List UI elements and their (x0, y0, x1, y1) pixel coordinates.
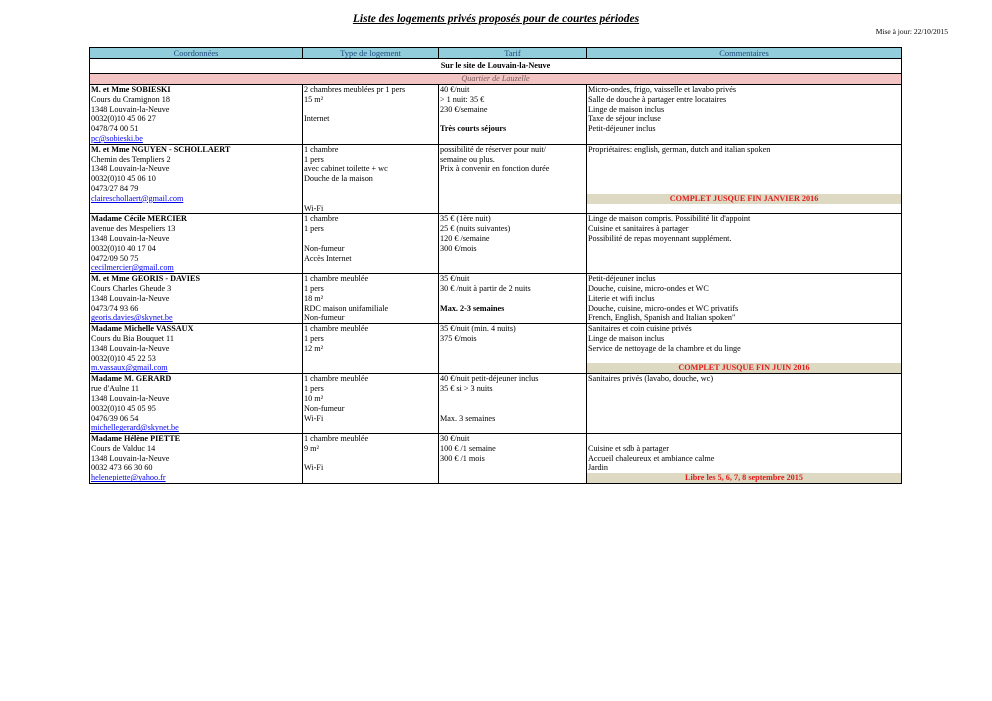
availability-status: COMPLET JUSQUE FIN JUIN 2016 (587, 363, 901, 373)
address-line: 0032(0)10 45 05 95 (91, 403, 156, 413)
comments-cell (587, 374, 902, 434)
address-line: 0032(0)10 45 06 10 (91, 174, 156, 184)
email-link[interactable]: m.vassaux@gmail.com (91, 363, 168, 373)
tarif-line: 35 € si > 3 nuits (440, 384, 493, 394)
type-line: 10 m² (304, 393, 324, 403)
quartier-heading: Quartier de Lauzelle (90, 74, 902, 85)
type-line: 1 pers (304, 384, 324, 394)
contact-cell (90, 85, 303, 145)
listing-row (90, 85, 902, 145)
type-line: 1 chambre meublée (304, 324, 369, 334)
housing-table (89, 47, 902, 484)
type-cell (303, 85, 439, 145)
comment-line: Petit-déjeuner inclus (588, 124, 656, 134)
owner-name: M. et Mme GEORIS - DAVIES (91, 274, 201, 284)
tarif-line: 300 €/mois (440, 243, 477, 253)
contact-cell (90, 144, 303, 214)
type-line: 18 m² (304, 293, 324, 303)
tarif-line: 35 €/nuit (440, 274, 470, 284)
listing-row (90, 374, 902, 434)
owner-name: Madame Cécile MERCIER (91, 214, 187, 224)
update-date: Mise à jour: 22/10/2015 (875, 27, 948, 36)
type-line: 1 chambre meublée (304, 374, 369, 384)
tarif-line: 230 €/semaine (440, 104, 488, 114)
type-cell (303, 214, 439, 274)
header-tarif: Tarif (439, 48, 587, 59)
address-line: 1348 Louvain-la-Neuve (91, 104, 170, 114)
tarif-line (440, 394, 585, 404)
tarif-line: 35 €/nuit (min. 4 nuits) (440, 324, 516, 334)
type-cell (303, 274, 439, 324)
address-line: 1348 Louvain-la-Neuve (91, 343, 170, 353)
contact-cell (90, 374, 303, 434)
tarif-line: Max. 3 semaines (440, 413, 496, 423)
type-line: 2 chambres meublées pr 1 pers (304, 85, 406, 94)
comment-line: Salle de douche à partager entre locataires (588, 94, 727, 104)
address-line: Chemin des Templiers 2 (91, 154, 171, 164)
email-link[interactable]: georis.davies@skynet.be (91, 313, 173, 323)
contact-cell (90, 434, 303, 484)
comment-line: Cuisine et sdb à partager (588, 443, 669, 453)
tarif-cell (439, 144, 587, 214)
tarif-line: 100 € /1 semaine (440, 443, 496, 453)
type-line: 1 pers (304, 224, 324, 234)
comment-line: Linge de maison inclus (588, 104, 665, 114)
type-line: Douche de la maison (304, 174, 373, 184)
type-line: 15 m² (304, 94, 324, 104)
address-line: 1348 Louvain-la-Neuve (91, 393, 170, 403)
type-line: Non-fumeur (304, 313, 345, 323)
tarif-line: 35 € (1ère nuit) (440, 214, 491, 224)
listing-row (90, 324, 902, 374)
comment-line: Sanitaires privés (lavabo, douche, wc) (588, 374, 714, 384)
type-cell (303, 434, 439, 484)
comment-line: Petit-déjeuner inclus (588, 274, 656, 284)
listing-row (90, 434, 902, 484)
tarif-line: 300 € /1 mois (440, 453, 485, 463)
type-line: 12 m² (304, 343, 324, 353)
comment-line: Propriétaires: english, german, dutch and italian spoken (588, 144, 771, 154)
comment-line (588, 354, 900, 364)
comments-cell (587, 214, 902, 274)
address-line: 0032 473 66 30 60 (91, 463, 153, 473)
comment-line: Jardin (588, 463, 609, 473)
type-cell (303, 374, 439, 434)
type-line: RDC maison unifamiliale (304, 303, 389, 313)
header-type: Type de logement (303, 48, 439, 59)
address-line: 0478/74 00 51 (91, 124, 139, 134)
tarif-cell (439, 85, 587, 145)
address-line: 0473/74 93 66 (91, 303, 139, 313)
address-line: Cours Charles Gheude 3 (91, 283, 172, 293)
availability-status: COMPLET JUSQUE FIN JANVIER 2016 (587, 194, 901, 204)
comment-line (588, 174, 900, 184)
email-link[interactable]: michellegerard@skynet.be (91, 423, 179, 433)
address-line: 0032(0)10 45 22 53 (91, 353, 156, 363)
comment-line: Micro-ondes, frigo, vaisselle et lavabo privés (588, 85, 737, 94)
tarif-line: possibilité de réserver pour nuit/ (440, 144, 546, 154)
type-line (304, 184, 437, 194)
type-line: 1 chambre meublée (304, 274, 369, 284)
address-line: 1348 Louvain-la-Neuve (91, 293, 170, 303)
contact-cell (90, 324, 303, 374)
tarif-line (440, 294, 585, 304)
comment-line: Taxe de séjour incluse (588, 114, 661, 124)
comment-line: Sanitaires et coin cuisine privés (588, 324, 692, 334)
type-line: 1 chambre (304, 214, 339, 224)
comment-line: Possibilité de repas moyennant supplément. (588, 233, 732, 243)
type-line (304, 454, 437, 464)
tarif-line: semaine ou plus. (440, 154, 495, 164)
type-line: Accès Internet (304, 253, 352, 263)
address-line: 0032(0)10 40 17 04 (91, 243, 156, 253)
tarif-line (440, 404, 585, 414)
tarif-line: 120 € /semaine (440, 233, 490, 243)
contact-cell (90, 274, 303, 324)
listing-row (90, 144, 902, 214)
type-line: avec cabinet toilette + wc (304, 164, 388, 174)
type-line: Internet (304, 114, 330, 124)
tarif-line: 30 €/nuit (440, 434, 470, 444)
comments-cell (587, 274, 902, 324)
site-heading: Sur le site de Louvain-la-Neuve (90, 59, 902, 74)
contact-cell (90, 214, 303, 274)
email-link[interactable]: claireschollaert@gmail.com (91, 193, 184, 203)
address-line: 0476/39 06 54 (91, 413, 139, 423)
type-cell (303, 324, 439, 374)
comments-cell (587, 324, 902, 374)
header-coordonnees: Coordonnées (90, 48, 303, 59)
comment-line: Cuisine et sanitaires à partager (588, 224, 689, 234)
email-link[interactable]: pc@sobieski.be (91, 133, 143, 143)
type-line: Non-fumeur (304, 243, 345, 253)
tarif-line: 25 € (nuits suivantes) (440, 224, 511, 234)
address-line: 0472/09 50 75 (91, 253, 139, 263)
page-title: Liste des logements privés proposés pour de courtes périodes (352, 13, 640, 25)
type-line: Wi-Fi (304, 203, 324, 213)
comment-line (588, 164, 900, 174)
address-line: 0473/27 84 79 (91, 183, 139, 193)
owner-name: Madame M. GERARD (91, 374, 172, 384)
owner-name: Madame Hélène PIETTE (91, 434, 181, 444)
owner-name: M. et Mme SOBIESKI (91, 85, 171, 94)
type-line: 1 chambre (304, 144, 339, 154)
address-line: Cours du Bia Bouquet 11 (91, 333, 174, 343)
comment-line: Accueil chaleureux et ambiance calme (588, 453, 715, 463)
address-line: 1348 Louvain-la-Neuve (91, 233, 170, 243)
owner-name: Madame Michelle VASSAUX (91, 324, 194, 334)
comment-line: Service de nettoyage de la chambre et du linge (588, 343, 741, 353)
tarif-line: 40 €/nuit (440, 85, 470, 94)
type-line: 1 chambre meublée (304, 434, 369, 444)
comment-line: Linge de maison inclus (588, 333, 665, 343)
comment-line: French, English, Spanish and Italian spoken" (588, 313, 736, 323)
comment-line: Literie et wifi inclus (588, 293, 655, 303)
type-line: Non-fumeur (304, 403, 345, 413)
availability-status: Libre les 5, 6, 7, 8 septembre 2015 (587, 473, 901, 483)
type-line: 1 pers (304, 154, 324, 164)
type-line (304, 194, 437, 204)
tarif-cell (439, 434, 587, 484)
tarif-note: Très courts séjours (440, 124, 507, 134)
comment-line (588, 434, 900, 444)
comment-line: Douche, cuisine, micro-ondes et WC (588, 283, 709, 293)
address-line: 1348 Louvain-la-Neuve (91, 164, 170, 174)
comment-line: Linge de maison compris. Possibilité lit d'appoint (588, 214, 751, 224)
listing-row (90, 274, 902, 324)
address-line: Cours de Valduc 14 (91, 443, 156, 453)
address-line: Cours du Cramignon 18 (91, 94, 170, 104)
tarif-cell (439, 324, 587, 374)
comment-line (588, 184, 900, 194)
comments-cell (587, 85, 902, 145)
tarif-line: 30 € /nuit à partir de 2 nuits (440, 283, 531, 293)
type-line (304, 105, 437, 115)
comment-line (588, 155, 900, 165)
address-line: 1348 Louvain-la-Neuve (91, 453, 170, 463)
tarif-cell (439, 274, 587, 324)
comments-cell (587, 144, 902, 214)
tarif-line: 40 €/nuit petit-déjeuner inclus (440, 374, 539, 384)
tarif-line: > 1 nuit: 35 € (440, 94, 485, 104)
type-line: Wi-Fi (304, 413, 324, 423)
address-line: 0032(0)10 45 06 27 (91, 114, 156, 124)
header-commentaires: Commentaires (587, 48, 902, 59)
comments-cell (587, 434, 902, 484)
owner-name: M. et Mme NGUYEN - SCHOLLAERT (91, 144, 231, 154)
tarif-cell (439, 214, 587, 274)
email-link[interactable]: helenepiette@yahoo.fr (91, 473, 166, 483)
address-line: avenue des Mespeliers 13 (91, 224, 176, 234)
type-line: 9 m² (304, 443, 319, 453)
email-link[interactable]: cecilmercier@gmail.com (91, 263, 174, 273)
type-line: 1 pers (304, 333, 324, 343)
tarif-note: Max. 2-3 semaines (440, 303, 505, 313)
type-cell (303, 144, 439, 214)
tarif-line: Prix à convenir en fonction durée (440, 164, 550, 174)
comment-line: Douche, cuisine, micro-ondes et WC privatifs (588, 303, 739, 313)
tarif-cell (439, 374, 587, 434)
address-line: rue d'Aulne 11 (91, 384, 140, 394)
listing-row (90, 214, 902, 274)
type-line (304, 234, 437, 244)
tarif-line (440, 114, 585, 124)
type-line: 1 pers (304, 283, 324, 293)
type-line: Wi-Fi (304, 463, 324, 473)
tarif-line: 375 €/mois (440, 333, 477, 343)
